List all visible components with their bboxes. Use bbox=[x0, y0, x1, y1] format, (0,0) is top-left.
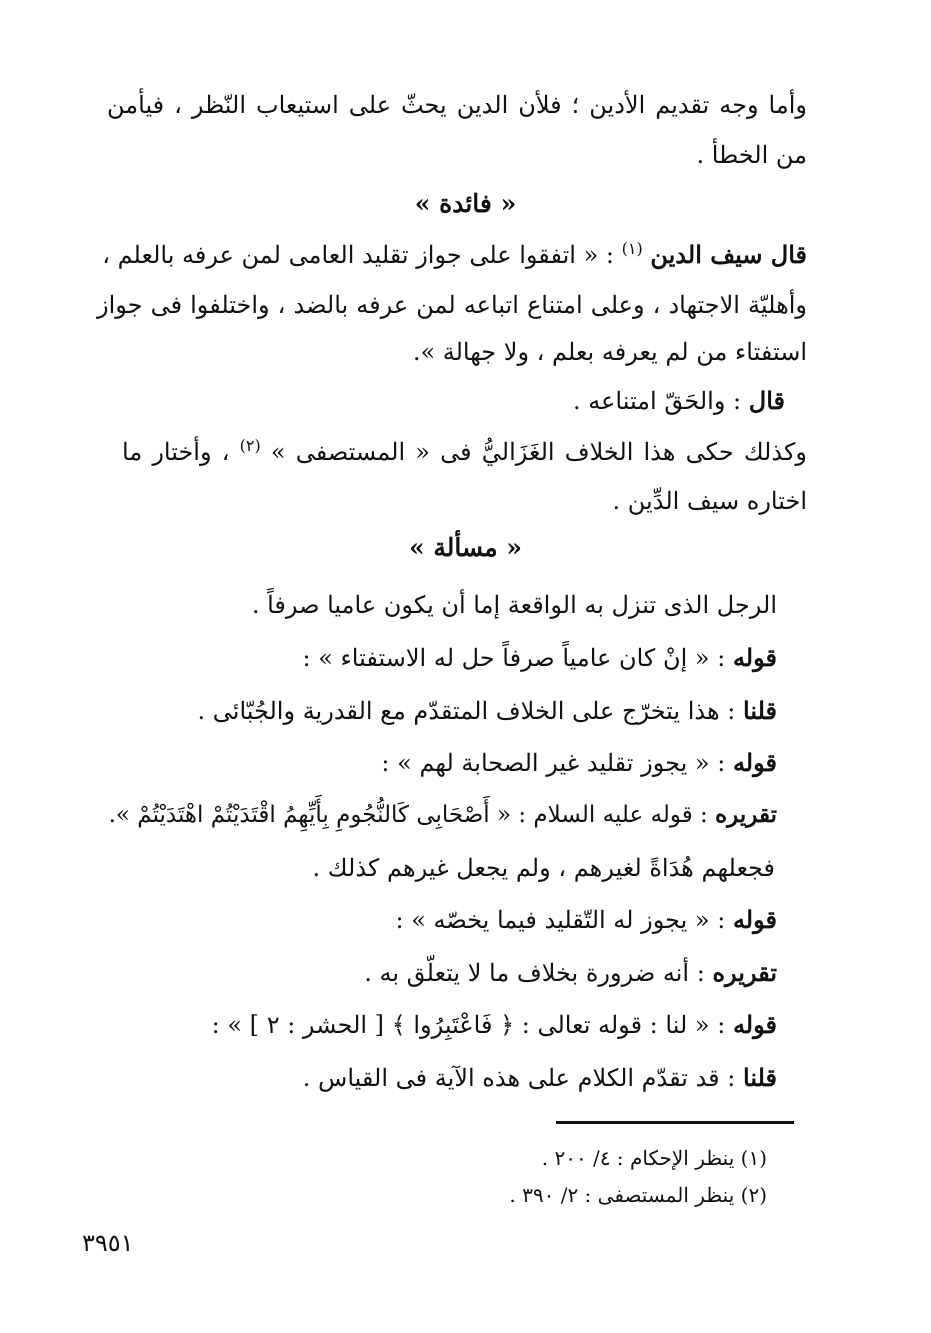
benefit-heading: « فائدة » bbox=[414, 189, 517, 218]
issue-line-8 bbox=[364, 958, 777, 988]
issue-line-text: : « يجوز تقليد غير الصحابة لهم » : bbox=[381, 749, 726, 777]
benefit-line-5-start: وكذلك حكى هذا الخلاف الغَزَاليُّ فى « المستصفى » bbox=[270, 438, 807, 466]
issue-line-1 bbox=[252, 590, 777, 620]
issue-line-label: قوله bbox=[732, 1010, 777, 1039]
issue-line-7 bbox=[395, 905, 777, 935]
benefit-line-1 bbox=[102, 239, 807, 270]
issue-line-6 bbox=[313, 853, 775, 883]
issue-line-text: : قد تقدّم الكلام على هذه الآية فى القياس . bbox=[302, 1064, 736, 1092]
issue-line-3 bbox=[198, 696, 778, 726]
footnote-2: (٢) ينظر المستصفى : ٢/ ٣٩٠ . bbox=[509, 1183, 767, 1207]
issue-line-5 bbox=[109, 800, 777, 830]
issue-line-text: فجعلهم هُدَاةً لغيرهم ، ولم يجعل غيرهم كذلك . bbox=[312, 854, 775, 882]
said-label: قال bbox=[748, 386, 785, 415]
issue-heading: « مسألة » bbox=[409, 533, 522, 562]
footnote-1: (١) ينظر الإحكام : ٤/ ٢٠٠ . bbox=[541, 1146, 767, 1170]
issue-line-label: قوله bbox=[732, 748, 777, 777]
issue-line-label: قوله bbox=[732, 643, 777, 672]
issue-line-2 bbox=[302, 643, 777, 673]
issue-line-10 bbox=[303, 1063, 777, 1093]
benefit-line-5-end: ، وأختار ما bbox=[122, 438, 230, 466]
footnote-separator bbox=[556, 1121, 794, 1124]
issue-line-text: : « لنا : قوله تعالى : ﴿ فَاعْتَبِرُوا ﴾ [ الحشر : ٢ ] » : bbox=[211, 1011, 726, 1039]
intro-line-1: وأما وجه تقديم الأدين ؛ فلأن الدين يحثّ على استيعاب النّظر ، فيأمن bbox=[107, 91, 807, 119]
benefit-line-3: استفتاء من لم يعرفه بعلم ، ولا جهالة ». bbox=[412, 338, 807, 366]
intro-line-2: من الخطأ . bbox=[696, 141, 807, 169]
footnote-ref-2: (٢) bbox=[239, 436, 261, 455]
benefit-said-line bbox=[573, 386, 785, 416]
benefit-line-1-text: : « اتفقوا على جواز تقليد العامى لمن عرفه بالعلم ، bbox=[102, 241, 614, 269]
issue-line-text: : هذا يتخرّج على الخلاف المتقدّم مع القدرية والجُبّائى . bbox=[197, 697, 736, 725]
issue-line-label: تقريره bbox=[712, 958, 777, 987]
issue-line-label: قلنا bbox=[743, 696, 777, 725]
issue-line-label: تقريره bbox=[715, 801, 777, 828]
benefit-line-2: وأهليّة الاجتهاد ، وعلى امتناع اتباعه لمن عرفه بالضد ، واختلفوا فى جواز bbox=[97, 291, 807, 319]
said-text: : والحَقّ امتناعه . bbox=[572, 387, 742, 415]
benefit-line-5 bbox=[122, 437, 807, 467]
issue-line-label: قلنا bbox=[743, 1063, 777, 1092]
issue-line-text: : أنه ضرورة بخلاف ما لا يتعلّق به . bbox=[364, 959, 705, 987]
issue-line-text: الرجل الذى تنزل به الواقعة إما أن يكون عاميا صرفاً . bbox=[251, 591, 777, 619]
footnote-ref-1: (١) bbox=[621, 239, 643, 258]
issue-line-text: : قوله عليه السلام : « أَصْحَابِى كَالنُّجُومِ بِأَيِّهِمُ اقْتَدَيْتُمْ اهْتَدَيْتُمْ ». bbox=[108, 802, 708, 828]
issue-line-label: قوله bbox=[732, 905, 777, 934]
issue-line-text: : « يجوز له التّقليد فيما يخصّه » : bbox=[395, 906, 726, 934]
benefit-line-6: اختاره سيف الدِّين . bbox=[612, 487, 807, 515]
issue-line-4 bbox=[381, 748, 777, 778]
issue-line-text: : « إنْ كان عامياً صرفاً حل له الاستفتاء » : bbox=[302, 644, 726, 672]
speaker-name: قال سيف الدين bbox=[650, 240, 807, 269]
issue-line-9 bbox=[212, 1010, 777, 1040]
page-number: ٣٩٥١ bbox=[82, 1229, 134, 1257]
